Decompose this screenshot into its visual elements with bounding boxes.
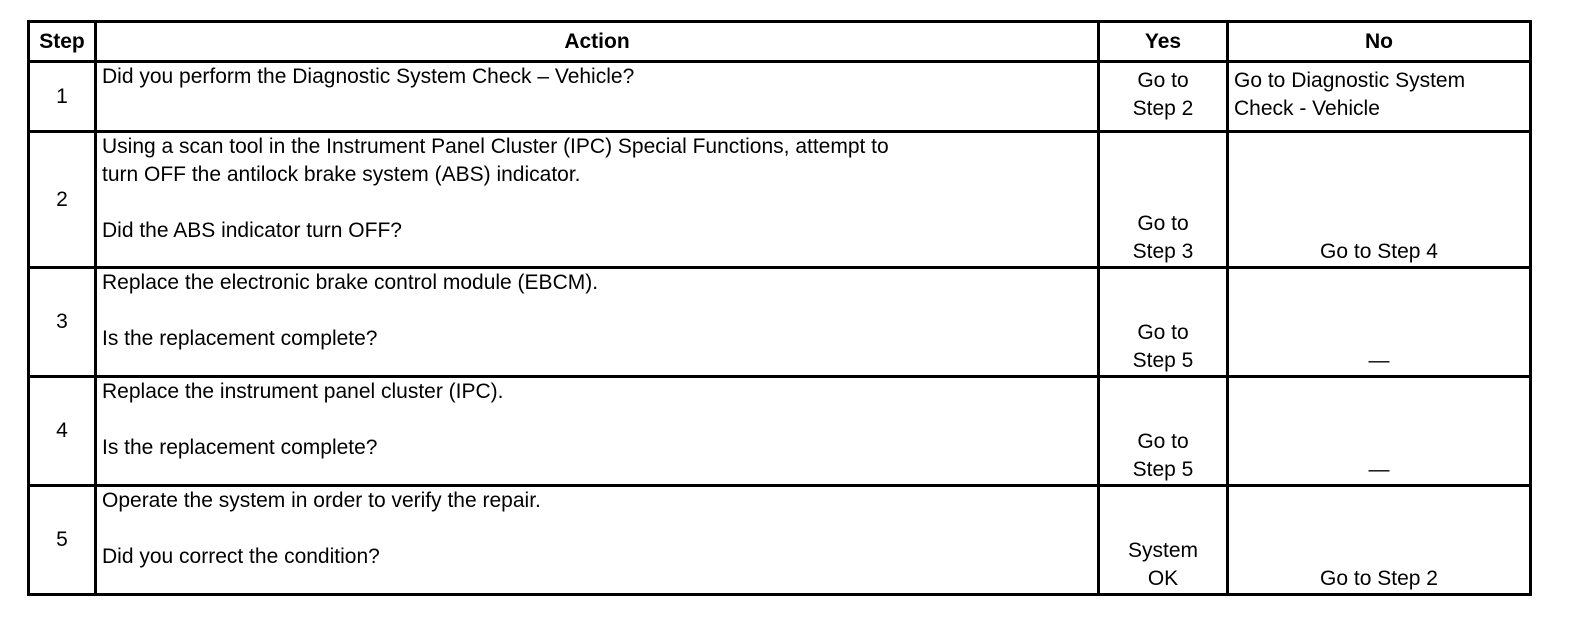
- action-question: Is the replacement complete?: [102, 327, 378, 350]
- no-cell: [1228, 377, 1531, 486]
- table-row: [29, 377, 1531, 486]
- table-row: [29, 268, 1531, 377]
- header-no: No: [1228, 22, 1531, 62]
- header-action: Action: [96, 22, 1099, 62]
- table-row: [29, 486, 1531, 595]
- action-cell: [96, 132, 1099, 268]
- table-row: [29, 132, 1531, 268]
- yes-line: System: [1127, 539, 1198, 562]
- no-line: Go to Step 2: [1320, 567, 1438, 590]
- step-number: 2: [29, 132, 96, 268]
- yes-cell: [1099, 377, 1228, 486]
- yes-cell: [1099, 486, 1228, 595]
- action-cell: [96, 268, 1099, 377]
- no-line: Go to Diagnostic System: [1234, 69, 1466, 92]
- action-text: Replace the electronic brake control module (EBCM).: [102, 271, 599, 294]
- no-line: Check - Vehicle: [1234, 97, 1380, 120]
- header-step: Step: [29, 22, 96, 62]
- action-question: Did you correct the condition?: [102, 545, 380, 568]
- step-number: 1: [29, 62, 96, 132]
- no-line: Go to Step 4: [1320, 240, 1438, 263]
- yes-line: Step 2: [1132, 97, 1194, 120]
- action-cell: [96, 486, 1099, 595]
- header-yes: Yes: [1099, 22, 1228, 62]
- yes-line: Step 3: [1132, 240, 1194, 263]
- step-number: 4: [29, 377, 96, 486]
- step-number: 5: [29, 486, 96, 595]
- yes-line: Step 5: [1132, 458, 1194, 481]
- yes-cell: [1099, 132, 1228, 268]
- yes-cell: [1099, 62, 1228, 132]
- no-dash: —: [1368, 458, 1390, 481]
- no-cell: [1228, 268, 1531, 377]
- yes-line: OK: [1147, 567, 1179, 590]
- action-question: Is the replacement complete?: [102, 436, 378, 459]
- diagnostic-table: [27, 20, 1532, 596]
- action-cell: [96, 377, 1099, 486]
- yes-line: Go to: [1137, 212, 1189, 235]
- yes-line: Go to: [1137, 321, 1189, 344]
- yes-line: Go to: [1137, 430, 1189, 453]
- action-cell: [96, 62, 1099, 132]
- action-text: Did you perform the Diagnostic System Check – Vehicle?: [102, 65, 635, 88]
- no-dash: —: [1368, 349, 1390, 372]
- no-cell: [1228, 486, 1531, 595]
- header-row: [29, 22, 1531, 62]
- action-text: Using a scan tool in the Instrument Panel Cluster (IPC) Special Functions, attempt to: [102, 135, 889, 158]
- no-cell: [1228, 132, 1531, 268]
- action-question: Did the ABS indicator turn OFF?: [102, 219, 402, 242]
- action-text: turn OFF the antilock brake system (ABS) indicator.: [102, 163, 581, 186]
- action-text: Replace the instrument panel cluster (IPC).: [102, 380, 504, 403]
- yes-line: Step 5: [1132, 349, 1194, 372]
- yes-line: Go to: [1137, 69, 1189, 92]
- action-text: Operate the system in order to verify the repair.: [102, 489, 541, 512]
- no-cell: [1228, 62, 1531, 132]
- table-row: [29, 62, 1531, 132]
- yes-cell: [1099, 268, 1228, 377]
- step-number: 3: [29, 268, 96, 377]
